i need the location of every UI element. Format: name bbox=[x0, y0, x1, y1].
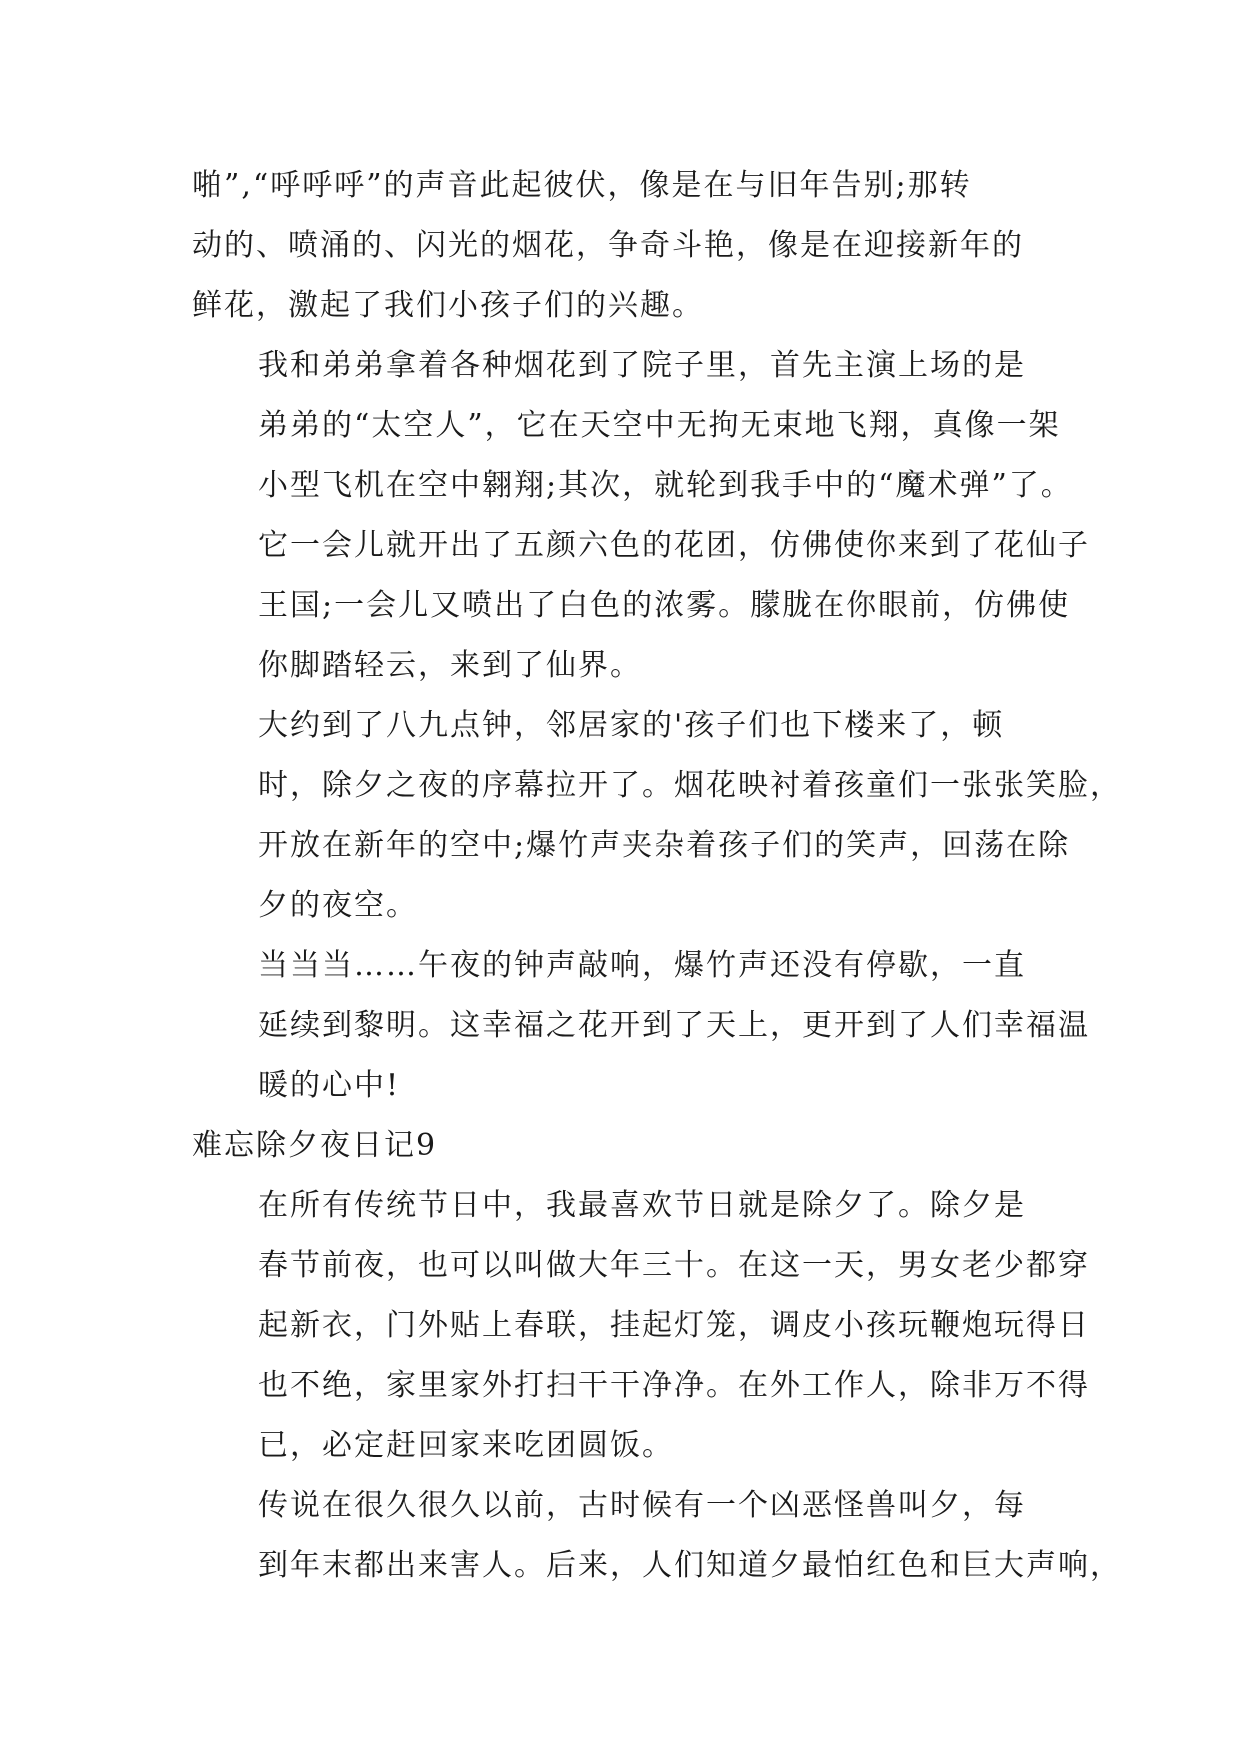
text-line: 王国;一会儿又喷出了白色的浓雾。朦胧在你眼前，仿佛使 bbox=[258, 588, 1071, 623]
text-line: 春节前夜，也可以叫做大年三十。在这一天，男女老少都穿 bbox=[258, 1248, 1090, 1283]
text-line: 当当当……午夜的钟声敲响，爆竹声还没有停歇，一直 bbox=[258, 948, 1026, 983]
text-line: 动的、喷涌的、闪光的烟花，争奇斗艳，像是在迎接新年的 bbox=[192, 228, 1024, 263]
paragraph-midnight-bell bbox=[192, 936, 1090, 1116]
text-line: 传说在很久很久以前，古时候有一个凶恶怪兽叫夕，每 bbox=[258, 1488, 1026, 1523]
text-line: 夕的夜空。 bbox=[258, 888, 418, 923]
text-line: 已，必定赶回家来吃团圆饭。 bbox=[258, 1428, 674, 1463]
paragraph-favorite-festival bbox=[192, 1176, 1090, 1476]
section-heading: 难忘除夕夜日记9 bbox=[192, 1128, 438, 1163]
paragraph-nian-legend bbox=[192, 1476, 1122, 1596]
text-line: 到年末都出来害人。后来，人们知道夕最怕红色和巨大声响， bbox=[258, 1548, 1122, 1583]
document-body bbox=[192, 156, 1122, 1596]
paragraph-fireworks-sounds bbox=[192, 156, 1072, 336]
text-line: 我和弟弟拿着各种烟花到了院子里，首先主演上场的是 bbox=[258, 348, 1026, 383]
text-line: 小型飞机在空中翱翔;其次，就轮到我手中的“魔术弹”了。 bbox=[258, 468, 1073, 503]
text-line: 你脚踏轻云，来到了仙界。 bbox=[258, 648, 642, 683]
text-line: 它一会儿就开出了五颜六色的花团，仿佛使你来到了花仙子 bbox=[258, 528, 1090, 563]
text-line: 也不绝，家里家外打扫干干净净。在外工作人，除非万不得 bbox=[258, 1368, 1090, 1403]
paragraph-neighbor-children bbox=[192, 696, 1122, 936]
paragraph-courtyard-fireworks bbox=[192, 336, 1090, 696]
text-line: 时，除夕之夜的序幕拉开了。烟花映衬着孩童们一张张笑脸， bbox=[258, 768, 1122, 803]
text-line: 鲜花，激起了我们小孩子们的兴趣。 bbox=[192, 288, 704, 323]
text-line: 在所有传统节日中，我最喜欢节日就是除夕了。除夕是 bbox=[258, 1188, 1026, 1223]
text-line: 起新衣，门外贴上春联，挂起灯笼，调皮小孩玩鞭炮玩得日 bbox=[258, 1308, 1090, 1343]
text-line: 开放在新年的空中;爆竹声夹杂着孩子们的笑声，回荡在除 bbox=[258, 828, 1071, 863]
text-line: 延续到黎明。这幸福之花开到了天上，更开到了人们幸福温 bbox=[258, 1008, 1090, 1043]
text-line: 暖的心中! bbox=[258, 1068, 401, 1103]
text-line: 大约到了八九点钟，邻居家的'孩子们也下楼来了，顿 bbox=[258, 708, 1005, 743]
text-line: 啪”,“呼呼呼”的声音此起彼伏，像是在与旧年告别;那转 bbox=[192, 168, 972, 203]
text-line: 弟弟的“太空人”，它在天空中无拘无束地飞翔，真像一架 bbox=[258, 408, 1061, 443]
